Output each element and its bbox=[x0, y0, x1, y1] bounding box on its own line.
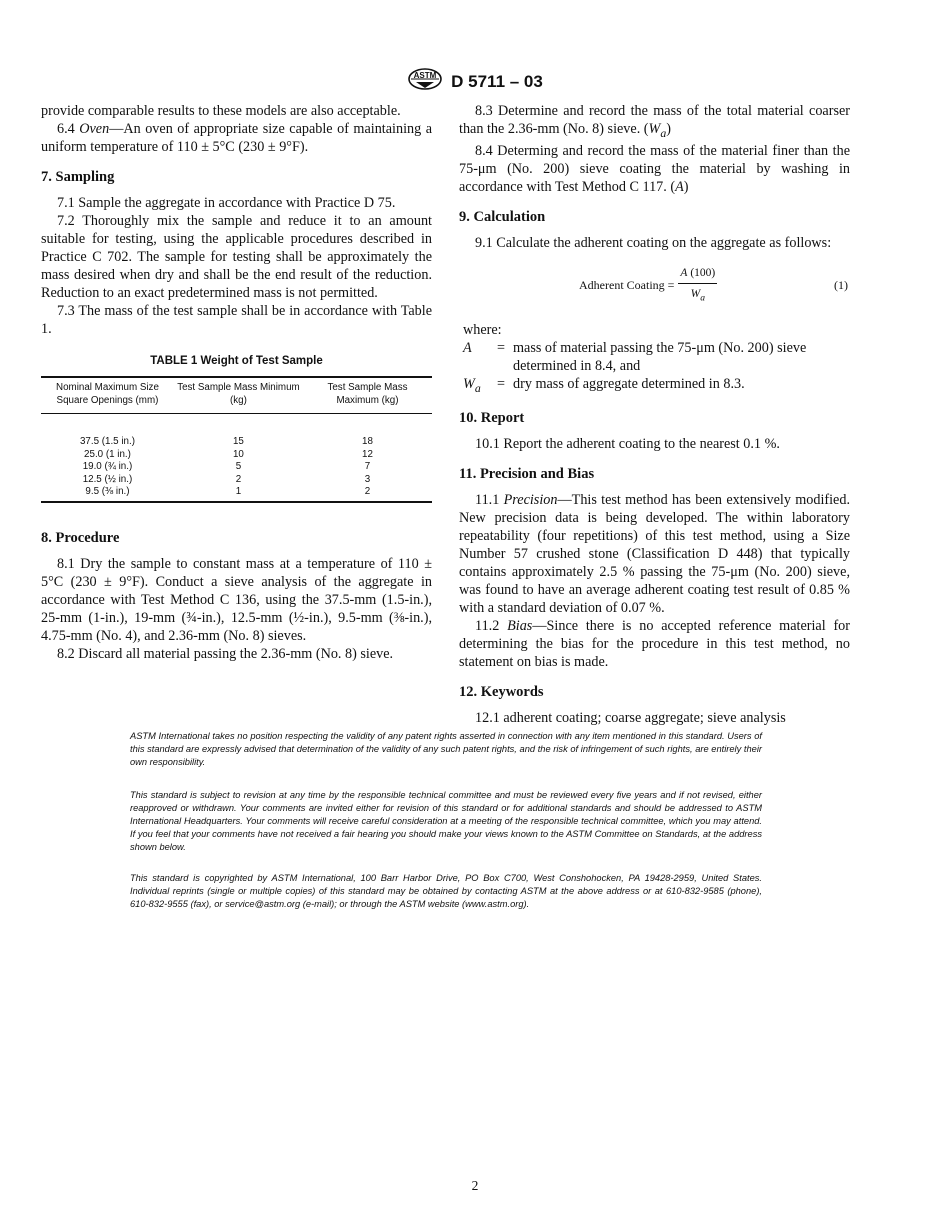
table-cell: 19.0 (¾ in.) bbox=[82, 461, 133, 472]
table-cell: 2 bbox=[364, 486, 371, 497]
paragraph-11-2 bbox=[459, 617, 850, 671]
paragraph-9-1: 9.1 Calculate the adherent coating on the aggregate as follows: bbox=[475, 234, 832, 251]
table-cell: 25.0 (1 in.) bbox=[84, 448, 131, 460]
table-title: TABLE 1 Weight of Test Sample bbox=[150, 355, 323, 367]
equation-numerator: A (100) bbox=[678, 264, 717, 284]
para-term: Oven bbox=[79, 121, 110, 137]
equation-denominator bbox=[691, 284, 705, 307]
footer-revision-notice: This standard is subject to revision at any time by the responsible technical committee and must be reviewed every five years and if not revised, either reapproved or withdrawn. Your comments are invited either for revision of this standard or for additional standards and should be addressed to ASTM International Headquarters. Your comments will receive careful consideration at a meeting of the responsible technical committee, which you may attend. If you feel that your comments have not received a fair hearing you should make your views known to the ASTM Committee on Standards, at the address shown below. bbox=[130, 790, 762, 852]
table-header-cell: Test Sample Mass Maximum (kg) bbox=[327, 382, 408, 406]
where-equals: = bbox=[496, 340, 505, 357]
left-column bbox=[41, 102, 432, 663]
paragraph-6-4 bbox=[41, 120, 432, 156]
table-cell: 37.5 (1.5 in.) bbox=[79, 436, 135, 447]
right-column bbox=[459, 102, 850, 727]
denominator-symbol: W bbox=[690, 287, 701, 300]
paragraph-7-2: 7.2 Thoroughly mix the sample and reduce it to an amount suitable for testing, using the applicable procedures described in Practice C 702. The sample for testing shall be approximately the mass desired when dry and shall be the end result of the reduction. Reduction to an exact predetermined mass is not permitted. bbox=[41, 213, 432, 301]
table-cell: 12.5 (½ in.) bbox=[82, 473, 133, 485]
equation-fraction bbox=[678, 264, 717, 307]
para-text: ) bbox=[683, 178, 689, 195]
where-row-wa bbox=[459, 375, 850, 397]
para-term: Bias bbox=[507, 617, 533, 634]
table-cell: 7 bbox=[364, 461, 371, 472]
table-cell: 10 bbox=[232, 448, 244, 460]
table-row bbox=[41, 449, 432, 462]
equation-lhs: Adherent Coating = bbox=[579, 278, 675, 293]
para-text: —This test method has been extensively modified. New precision data is being developed. The within laboratory repeatability (four repetitions) of this test method, using a Size Number 57 crushed stone (Classification D 448) that typically contains approximately 2.5 % passing the 75-μm (No. 200) sieve, was found to have an average adherent coating test result of 0.85 % with a standard deviation of 0.07 %. bbox=[459, 491, 850, 616]
para-text: 8.3 Determine and record the mass of the total material coarser than the 2.36-mm (No. 8) sieve. ( bbox=[459, 103, 850, 137]
where-definition: dry mass of aggregate determined in 8.3. bbox=[513, 376, 745, 393]
section-heading-sampling: 7. Sampling bbox=[41, 169, 115, 185]
logo-text: ASTM bbox=[413, 71, 437, 80]
where-subscript: a bbox=[474, 380, 481, 395]
paragraph-8-1: 8.1 Dry the sample to constant mass at a temperature of 110 ± 5°C (230 ± 9°F). Conduct a sieve analysis of the aggregate in accordance with Test Method C 136, using the 37.5-mm (1.5-in.), 25-mm (1-in.), 19-mm (¾-in.), 12.5-mm (½-in.), 9.5-mm (⅜-in.), 4.75-mm (No. 4), and 2.36-mm (No. 8) sieves. bbox=[41, 555, 432, 644]
table-cell: 12 bbox=[362, 448, 373, 460]
footer-patent-notice: ASTM International takes no position respecting the validity of any patent rights asserted in connection with any item mentioned in this standard. Users of this standard are expressly advised that determination of the validity of any such patent rights, and the risk of infringement of such rights, are entirely their own responsibility. bbox=[130, 731, 762, 767]
para-term: Precision bbox=[503, 491, 558, 508]
table-header-cell: Test Sample Mass Minimum (kg) bbox=[177, 382, 300, 406]
paragraph-8-4 bbox=[459, 142, 850, 196]
where-equals: = bbox=[496, 376, 505, 393]
denominator-subscript: a bbox=[700, 292, 706, 304]
paragraph-11-1 bbox=[459, 491, 850, 617]
table-cell: 15 bbox=[232, 436, 244, 447]
page-header bbox=[0, 68, 950, 95]
paragraph-12-1: 12.1 adherent coating; coarse aggregate; sieve analysis bbox=[475, 709, 786, 726]
where-symbol: A bbox=[463, 340, 472, 357]
paragraph-8-2: 8.2 Discard all material passing the 2.36-mm (No. 8) sieve. bbox=[57, 645, 394, 662]
footer-copyright-notice: This standard is copyrighted by ASTM International, 100 Barr Harbor Drive, PO Box C700, West Conshohocken, PA 19428-2959, United States. Individual reprints (single or multiple copies) of this standard may be obtained by contacting ASTM at the above address or at 610-832-9585 (phone), 610-832-9555 (fax), or service@astm.org (e-mail); or through the ASTM website (www.astm.org). bbox=[130, 873, 762, 909]
para-text: —An oven of appropriate size capable of maintaining a uniform temperature of 110 ± 5°C (230 ± 9°F). bbox=[41, 121, 432, 155]
paragraph-7-1: 7.1 Sample the aggregate in accordance with Practice D 75. bbox=[57, 195, 396, 211]
table-row bbox=[41, 414, 432, 449]
paragraph-7-3: 7.3 The mass of the test sample shall be in accordance with Table 1. bbox=[41, 303, 432, 337]
weight-table bbox=[41, 376, 432, 503]
section-heading-precision-bias: 11. Precision and Bias bbox=[459, 465, 595, 482]
where-symbol bbox=[463, 375, 489, 397]
table-cell: 18 bbox=[362, 436, 373, 447]
document-designation: D 5711 – 03 bbox=[451, 71, 543, 91]
where-symbol-w: W bbox=[463, 376, 475, 393]
table-cell: 9.5 (⅜ in.) bbox=[85, 486, 130, 497]
section-heading-procedure: 8. Procedure bbox=[41, 529, 120, 546]
astm-logo-icon bbox=[407, 68, 443, 95]
table-cell: 2 bbox=[235, 473, 242, 485]
section-heading-report: 10. Report bbox=[459, 409, 525, 426]
para-number: 6.4 bbox=[57, 121, 75, 137]
para-text: ) bbox=[666, 121, 671, 137]
para-text: 8.4 Determing and record the mass of the material finer than the 75-μm (No. 200) sieve coating the material by washing in accordance with Test Method C 117. ( bbox=[459, 142, 850, 195]
para-text: —Since there is no accepted reference material for determining the bias for the procedure in this test method, no statement on bias is made. bbox=[459, 617, 850, 670]
page-number: 2 bbox=[471, 1178, 479, 1193]
table-row bbox=[41, 461, 432, 474]
section-heading-keywords: 12. Keywords bbox=[459, 683, 544, 700]
equation-number: (1) bbox=[834, 278, 848, 293]
para-number: 11.2 bbox=[475, 617, 500, 634]
para-number: 11.1 bbox=[475, 491, 500, 508]
section-heading-calculation: 9. Calculation bbox=[459, 208, 546, 225]
table-cell: 3 bbox=[364, 473, 371, 485]
symbol-w: W bbox=[648, 121, 661, 137]
subscript-a: a bbox=[660, 125, 667, 140]
where-definition: mass of material passing the 75-μm (No. 200) sieve determined in 8.4, and bbox=[513, 340, 807, 375]
paragraph-10-1: 10.1 Report the adherent coating to the nearest 0.1 %. bbox=[475, 435, 780, 452]
table-cell: 5 bbox=[235, 461, 242, 472]
table-header-cell: Nominal Maximum Size Square Openings (mm) bbox=[56, 382, 159, 406]
where-row-a bbox=[459, 339, 850, 375]
paragraph-continuation: provide comparable results to these models are also acceptable. bbox=[41, 103, 401, 119]
table-row bbox=[41, 486, 432, 502]
symbol-a: A bbox=[675, 178, 684, 195]
table-row bbox=[41, 474, 432, 487]
equation-1 bbox=[459, 264, 850, 307]
table-cell: 1 bbox=[235, 486, 242, 497]
paragraph-8-3 bbox=[459, 102, 850, 142]
where-label: where: bbox=[463, 322, 502, 339]
